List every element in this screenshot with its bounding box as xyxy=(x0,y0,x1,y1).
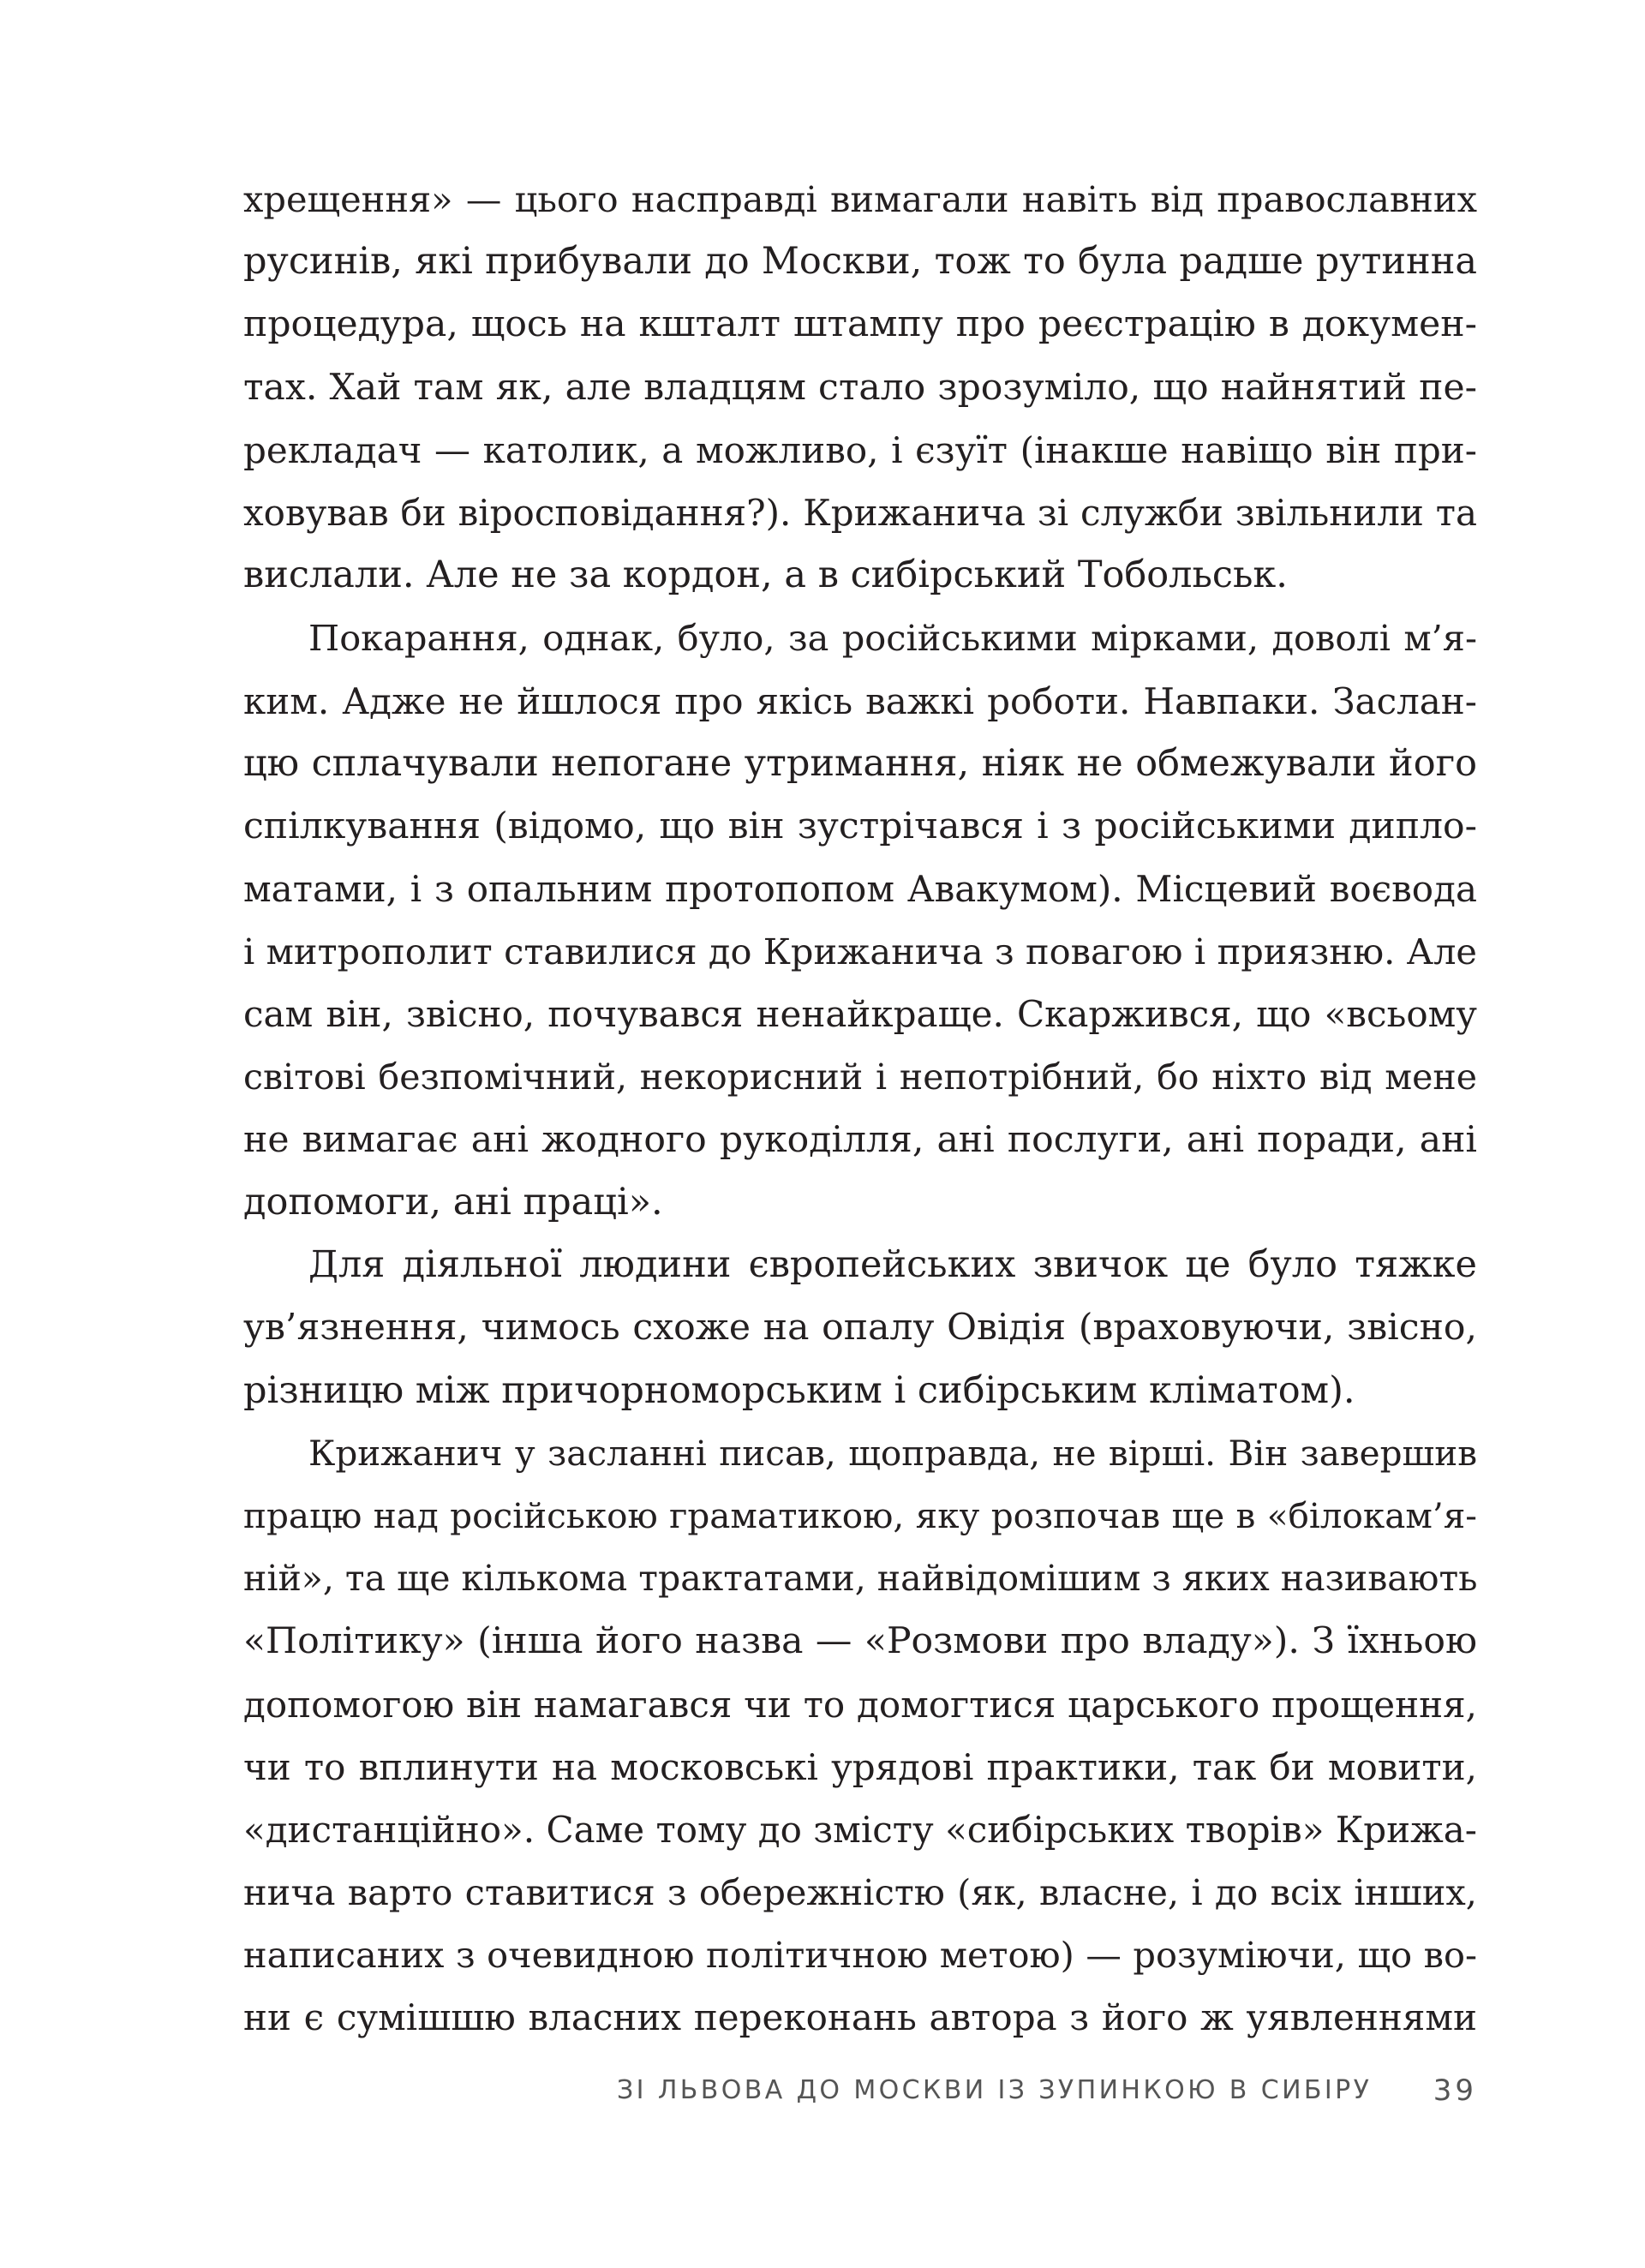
text-line: спілкування (відомо, що він зустрічався і з російськими дипло- xyxy=(243,805,1477,847)
text-line: ховував би віросповідання?). Крижанича зі служби звільнили та xyxy=(243,491,1477,534)
text-line: хрещення» — цього насправді вимагали навіть від православних xyxy=(243,178,1477,220)
text-line: чи то вплинути на московські урядові практики, так би мовити, xyxy=(243,1745,1477,1788)
text-line: «Політику» (інша його назва — «Розмови про владу»). З їхньою xyxy=(243,1620,1477,1663)
text-line: написаних з очевидною політичною метою) — розуміючи, що во- xyxy=(243,1934,1477,1977)
running-head: ЗІ ЛЬВОВА ДО МОСКВИ ІЗ ЗУПИНКОЮ В СИБІРУ xyxy=(617,2075,1373,2105)
text-line: вислали. Але не за кордон, а в сибірський Тобольськ. xyxy=(243,554,1288,597)
text-line: ній», та ще кількома трактатами, найвідомішим з яких називають xyxy=(243,1558,1478,1600)
text-line: нича варто ставитися з обережністю (як, власне, і до всіх інших, xyxy=(243,1871,1477,1914)
text-line: світові безпомічний, некорисний і непотрібний, бо ніхто від мене xyxy=(243,1056,1477,1098)
text-line: Крижанич у засланні писав, щоправда, не вірші. Він завершив xyxy=(308,1432,1477,1474)
text-line: не вимагає ані жодного рукоділля, ані послуги, ані поради, ані xyxy=(243,1118,1477,1161)
text-line: різницю між причорноморським і сибірським кліматом). xyxy=(243,1368,1355,1412)
text-line: допомоги, ані праці». xyxy=(243,1181,663,1224)
text-line: рекладач — католик, а можливо, і єзуїт (інакше навіщо він при- xyxy=(243,428,1477,471)
text-line: працю над російською граматикою, яку розпочав ще в «білокам’я- xyxy=(243,1494,1477,1536)
text-line: ким. Адже не йшлося про якісь важкі роботи. Навпаки. Заслан- xyxy=(243,679,1477,722)
text-line: матами, і з опальним протопопом Авакумом). Місцевий воєвода xyxy=(243,868,1477,911)
text-line: сам він, звісно, почувався ненайкраще. Скаржився, що «всьому xyxy=(243,993,1477,1036)
text-line: ни є сумішшю власних переконань автора з його ж уявленнями xyxy=(243,1996,1477,2039)
text-line: Покарання, однак, було, за російськими мірками, доволі м’я- xyxy=(308,617,1477,660)
text-line: і митрополит ставилися до Крижанича з повагою і приязню. Але xyxy=(243,931,1477,973)
text-line: ув’язнення, чимось схоже на опалу Овідія (враховуючи, звісно, xyxy=(243,1307,1477,1349)
text-line: процедура, щось на кшталт штампу про реєстрацію в докумен- xyxy=(243,303,1477,346)
text-line: «дистанційно». Саме тому до змісту «сибірських творів» Крижа- xyxy=(243,1808,1477,1851)
text-line: Для діяльної людини європейських звичок це було тяжке xyxy=(308,1243,1477,1287)
text-line: цю сплачували непогане утримання, ніяк не обмежували його xyxy=(243,741,1477,785)
text-line: русинів, які прибували до Москви, тож то була радше рутинна xyxy=(243,240,1477,284)
page-number: 39 xyxy=(1433,2074,1477,2108)
body-text xyxy=(243,168,1477,2050)
text-line: допомогою він намагався чи то домогтися царського прощення, xyxy=(243,1683,1477,1726)
text-line: тах. Хай там як, але владцям стало зрозуміло, що найнятий пе- xyxy=(243,366,1477,409)
